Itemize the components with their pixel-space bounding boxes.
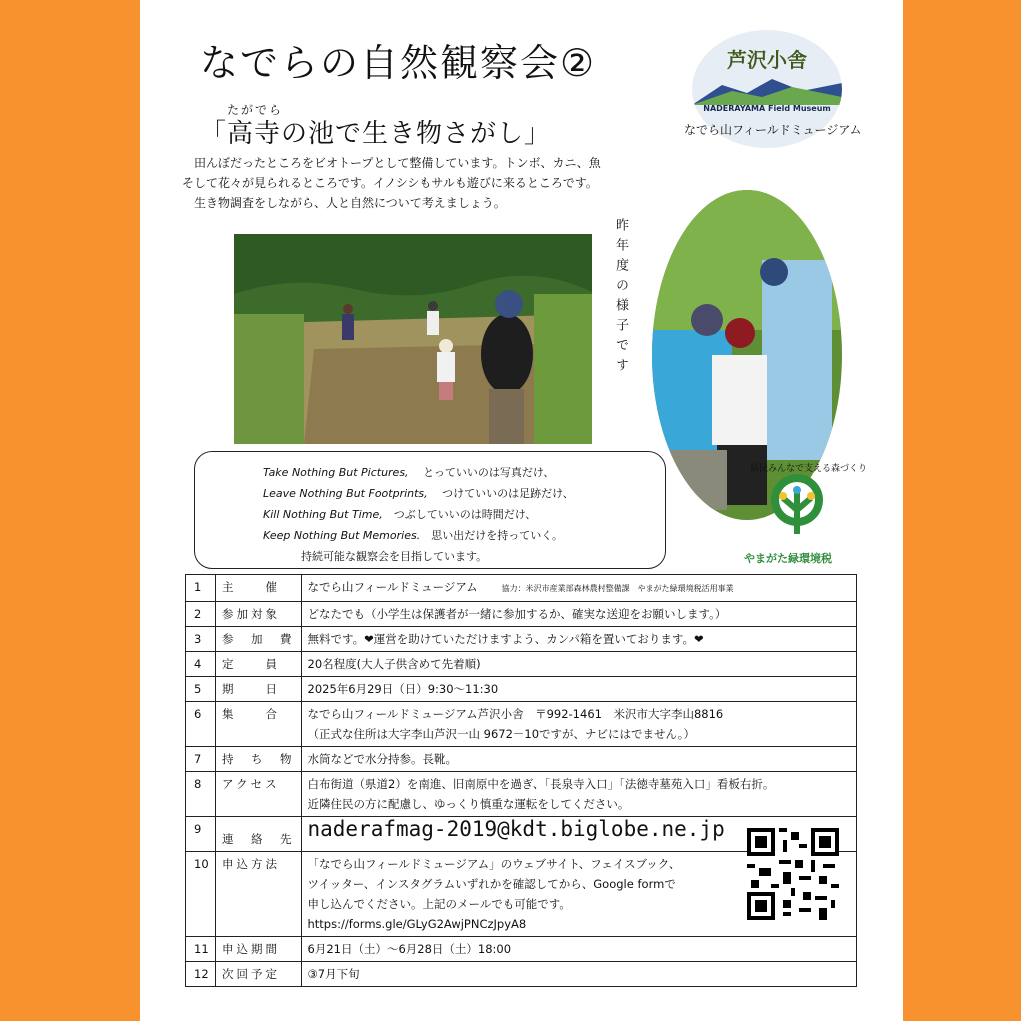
table-row: 4 定 員 20名程度(大人子供含めて先着順) xyxy=(186,652,857,677)
forest-caption: 県民みんなで支える森づくり xyxy=(750,464,868,474)
page-subtitle: 「高寺の池で生き物さがし」 xyxy=(200,119,552,149)
table-row: 1 主 催 なでら山フィールドミュージアム 協力：米沢市産業部森林農村整備課 やまがた緑環境税活用事業 xyxy=(186,575,857,602)
contact-email[interactable]: naderafmag-2019@kdt.biglobe.ne.jp xyxy=(307,817,725,841)
intro-line: そして花々が見られるところです。イノシシもサルも遊びに来るところです。 xyxy=(182,176,598,190)
table-row: 5 期 日 2025年6月29日（日）9:30～11:30 xyxy=(186,677,857,702)
green-tax-label: やまがた緑環境税 xyxy=(744,552,832,565)
motto-box xyxy=(194,451,666,569)
motto-closing: 持続可能な観察会を目指しています。 xyxy=(301,550,488,563)
table-row: 6 集 合 なでら山フィールドミュージアム芦沢小舎 〒992-1461 米沢市大字李山8816 （正式な住所は大字李山芦沢一山 9672－10ですが、ナビにはでません。） xyxy=(186,702,857,747)
mountain-icon xyxy=(692,75,842,105)
intro-text xyxy=(182,153,682,213)
form-link[interactable]: https://forms.gle/GLyG2AwjPNCzJpyA8 xyxy=(307,917,527,931)
motto-line: Keep Nothing But Memories. 思い出だけを持っていく。 xyxy=(263,529,563,542)
flyer-page xyxy=(140,0,903,1021)
table-row: 12 次回予定 ③7月下旬 xyxy=(186,962,857,987)
logo-name: 芦沢小舎 xyxy=(727,48,807,72)
table-row: 2 参加対象 どなたでも（小学生は保護者が一緒に参加するか、確実な送迎をお願いします。） xyxy=(186,602,857,627)
logo-english: NADERAYAMA Field Museum xyxy=(703,104,831,113)
table-row: 7 持 ち 物 水筒などで水分持参。長靴。 xyxy=(186,747,857,772)
qr-code-icon[interactable] xyxy=(747,828,839,924)
motto-line: Leave Nothing But Footprints, つけていいのは足跡だけ、 xyxy=(263,487,574,500)
table-row: 10 申込方法 「なでら山フィールドミュージアム」のウェブサイト、フェイスブック、 ツイッター、インスタグラムいずれかを確認してから、Google formで 申し込んでください。上記のメールでも可能です。 https://forms.gle/GLyG2AwjPNCzJpyA8 xyxy=(186,852,857,937)
subtitle-furigana: たがでら xyxy=(227,103,284,117)
table-row: 11 申込期間 6月21日（土）～6月28日（土）18:00 xyxy=(186,937,857,962)
motto-line: Take Nothing But Pictures, とっていいのは写真だけ、 xyxy=(263,466,555,479)
table-row: 3 参 加 費 無料です。❤運営を助けていただけますよう、カンパ箱を置いております。❤ xyxy=(186,627,857,652)
tree-icon xyxy=(767,472,827,546)
event-info-table xyxy=(185,574,857,987)
page-title: なでらの自然観察会② xyxy=(200,41,597,85)
table-row: 9 連 絡 先 naderafmag-2019@kdt.biglobe.ne.jp xyxy=(186,817,857,852)
intro-line: 田んぼだったところをビオトープとして整備しています。トンボ、カニ、魚 xyxy=(182,156,601,170)
field-photo xyxy=(234,234,592,444)
photo-note: 昨年度の様子です xyxy=(613,218,628,378)
motto-line: Kill Nothing But Time, つぶしていいのは時間だけ、 xyxy=(263,508,537,521)
table-row: 8 アクセス 白布街道（県道2）を南進、旧南原中を過ぎ、「長泉寺入口」「法徳寺墓苑入口」看板右折。 近隣住民の方に配慮し、ゆっくり慎重な運転をしてください。 xyxy=(186,772,857,817)
intro-line: 生き物調査をしながら、人と自然について考えましょう。 xyxy=(182,196,506,210)
logo-caption: なでら山フィールドミュージアム xyxy=(684,123,862,137)
